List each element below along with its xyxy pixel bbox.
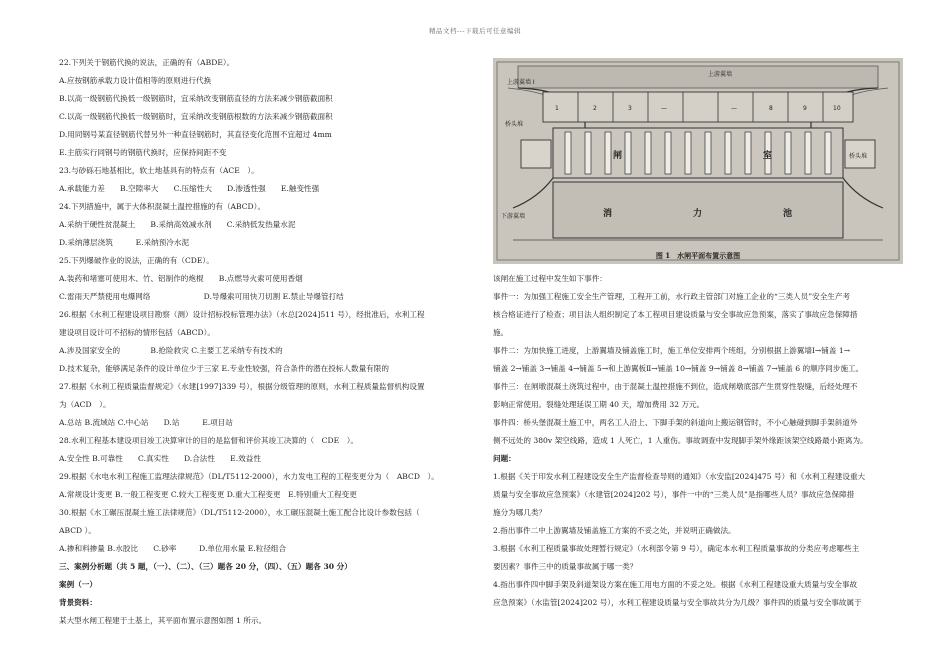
- event-3-line-1: 事件三：在闸墩混凝土浇筑过程中，由于混凝土温控措施不到位，造成闸墩底部产生贯穿性裂缝，后经处理不: [493, 382, 858, 391]
- sluice-layout-drawing: [493, 58, 903, 264]
- label-basin-1: 消: [603, 209, 613, 219]
- q25-stem: 25.下列爆破作业的说法，正确的有（CDE）。: [59, 256, 214, 265]
- events-intro: 该闸在施工过程中发生如下事件：: [493, 274, 607, 283]
- event-2-line-1: 事件二：为加快施工进度，上游翼墙及铺盖施工时，施工单位安排两个班组，分别根据上游翼墙Ⅰ→铺盖 1→: [493, 346, 851, 355]
- q24-options-1: A.采纳干硬性贫混凝土 B.采纳高效减水剂 C.采纳低发热量水泥: [59, 220, 296, 229]
- slab-number-3: 3: [628, 105, 632, 112]
- question-2: 2.指出事件二中上游翼墙及铺盖施工方案的不妥之处，并说明正确做法。: [493, 526, 736, 535]
- question-1-line-1: 1.根据《关于印发水利工程建设安全生产监督检查导则的通知》（水安监[2024]475 号）和《水利工程建设重大: [493, 472, 866, 481]
- question-3-line-2: 要因素？事件三中的质量事故属于哪一类？: [493, 562, 638, 571]
- slab-number-dash-2: —: [731, 105, 737, 112]
- questions-heading: 问题：: [493, 454, 516, 463]
- event-1-line-3: 施。: [493, 328, 509, 337]
- q24-options-2: D.采纳薄层浇筑 E.采纳预冷水泥: [59, 238, 190, 247]
- q30-stem-2: ABCD ）。: [59, 526, 96, 535]
- event-2-line-2: 铺盖 2→铺盖 3→铺盖 4→铺盖 5→和上游翼板Ⅱ→铺盖 10→铺盖 9→铺盖 8→铺盖 7→铺盖 6 的顺序同步施工。: [493, 364, 864, 373]
- q29-stem: 29.根据《水电水利工程施工监理法律规范》（DL/T5112-2000），水力发电工程的工程变更分为（ ABCD ）。: [59, 472, 439, 481]
- label-upstream-wall-left: 上游翼墙 I: [507, 79, 535, 86]
- label-pier-left: 桥头堆: [505, 121, 524, 128]
- question-4-line-1: 4.指出事件四中脚手架及斜道架设方案在施工用电方面的不妥之处。根据《水利工程建设重大质量与安全事故: [493, 580, 858, 589]
- q26-stem-2: 建设项目设计可不招标的情形包括（ABCD）。: [59, 328, 215, 337]
- q22-option-c: C.以高一级钢筋代换低一级钢筋时，宜采纳改变钢筋根数的方法来减少钢筋截面积: [59, 112, 333, 121]
- q22-option-e: E.主筋实行同钢号的钢筋代换时，应保持间距不变: [59, 148, 227, 157]
- slab-number-9: 9: [803, 105, 807, 112]
- q22-option-b: B.以高一级钢筋代换低一级钢筋时，宜采纳改变钢筋直径的方法来减少钢筋截面积: [59, 94, 333, 103]
- label-upstream-wall-top: 上游翼墙: [708, 71, 733, 78]
- q23-stem: 23.与砂砾石地基相比，软土地基具有的特点有（ACE ）。: [59, 166, 259, 175]
- q27-stem-2: 为（ACD ）。: [59, 400, 111, 409]
- figure-caption: 图 1 水闸平面布置示意图: [655, 251, 741, 260]
- label-basin-3: 池: [783, 209, 793, 219]
- slab-number-2: 2: [593, 105, 597, 112]
- q25-options-2: C.雷雨天严禁使用电爆网络 D.导爆索可用快刀切割 E.禁止导爆管打结: [59, 292, 344, 301]
- question-1-line-3: 施分为哪几类？: [493, 508, 547, 517]
- section-heading: 三、案例分析题（共 5 题，（一）、（二）、（三）题各 20 分，（四）、（五）题各 30 分）: [59, 562, 352, 571]
- q30-options: A.掺和料掺量 B.水胶比 C.砂率 D.单位用水量 E.粒径组合: [59, 544, 287, 553]
- q27-options: A.总站 B.流域站 C.中心站 D.站 E.项目站: [59, 418, 233, 427]
- question-4-line-2: 应急预案》（水监管[2024]202 号），水利工程建设质量与安全事故共分为几级？事件四的质量与安全事故属于: [493, 598, 862, 607]
- slab-number-dash-1: —: [661, 105, 667, 112]
- q22-option-a: A.应按钢筋承载力设计值相等的原则进行代换: [59, 76, 212, 85]
- q28-stem: 28.水利工程基本建设项目竣工决算审计的目的是监督和评价其竣工决算的（ CDE ）。: [59, 436, 359, 445]
- slab-number-1: 1: [555, 105, 559, 112]
- q25-options-1: A.装药和堵塞可使用木、竹、铝制作的炮棍 B.点燃导火索可使用香烟: [59, 274, 303, 283]
- label-chamber-2: 室: [763, 151, 773, 161]
- q30-stem-1: 30.根据《水工碾压混凝土施工法律规范》（DL/T5112-2000），水工碾压混凝土施工配合比设计参数包括（: [59, 508, 420, 517]
- q26-options-1: A.涉及国家安全的 B.抢险救灾 C.主要工艺采纳专有技术的: [59, 346, 283, 355]
- q27-stem-1: 27.根据《水利工程质量监督规定》（水建[1997]339 号），根据分级管理的原则，水利工程质量监督机构设置: [59, 382, 425, 391]
- case-title: 案例（一）: [59, 580, 97, 589]
- q22-stem: 22.下列关于钢筋代换的说法，正确的有（ABDE）。: [59, 58, 235, 67]
- q29-options: A.常规设计变更 B.一般工程变更 C.较大工程变更 D.重大工程变更 E.特别重大工程变更: [59, 490, 357, 499]
- background-text: 某大型水闸工程建于土基上，其平面布置示意图如图 1 所示。: [59, 616, 267, 625]
- label-basin-2: 力: [693, 209, 703, 219]
- event-4-line-2: 侧不远处的 380v 架空线路，造成 1 人死亡，1 人重伤。事故调查中发现脚手架外缘距该架空线路最小距离为。: [493, 436, 868, 445]
- left-column: [59, 54, 467, 630]
- event-1-line-2: 核合格证进行了检查；项目法人组织制定了本工程项目建设质量与安全事故应急预案，落实了事故应急保障措: [493, 310, 858, 319]
- question-3-line-1: 3.根据《水利工程质量事故处理暂行规定》（水利部令第 9 号），确定本水利工程质量事故的分类应考虑哪些主: [493, 544, 860, 553]
- q26-options-2: D.技术复杂，能够满足条件的设计单位少于三家 E.专业性较强，符合条件的潜在投标人数量有限的: [59, 364, 389, 373]
- event-1-line-1: 事件一：为加强工程施工安全生产管理，工程开工前，水行政主管部门对施工企业的“三类人员”安全生产考: [493, 292, 851, 301]
- right-column: [493, 270, 903, 612]
- event-4-line-1: 事件四：桥头堡混凝土施工中，两名工人沿上、下脚手架的斜道向上搬运钢管时，不小心触碰到脚手架斜道外: [493, 418, 858, 427]
- q26-stem-1: 26.根据《水利工程建设项目勘察（测）设计招标投标管理办法》（水总[2024]511 号），经批准后，水利工程: [59, 310, 425, 319]
- sluice-layout-figure: [493, 58, 903, 264]
- q23-options: A.承载能力差 B.空隙率大 C.压缩性大 D.渗透性强 E.触变性强: [59, 184, 320, 193]
- event-3-line-2: 影响正常使用。裂缝处理延误工期 40 天，增加费用 32 万元。: [493, 400, 705, 409]
- q28-options: A.安全性 B.可靠性 C.真实性 D.合法性 E.效益性: [59, 454, 261, 463]
- q22-option-d: D.用同钢号某直径钢筋代替另外一种直径钢筋时，其直径变化范围不宜超过 4mm: [59, 130, 332, 139]
- background-label: 背景资料：: [59, 598, 97, 607]
- question-1-line-2: 质量与安全事故应急预案》（水建管[2024]202 号），事件一中的“三类人员”是指哪些人员？事故应急保障措: [493, 490, 855, 499]
- label-pier-right: 桥头堆: [849, 153, 868, 160]
- slab-number-8: 8: [769, 105, 773, 112]
- page-header: 精品文档---下载后可任意编辑: [428, 27, 522, 35]
- label-chamber-1: 闸: [613, 151, 623, 161]
- q24-stem: 24.下列措施中，属于大体积混凝土温控措施的有（ABCD）。: [59, 202, 266, 211]
- label-downstream-wall: 下游翼墙: [501, 213, 526, 220]
- slab-number-10: 10: [833, 105, 841, 112]
